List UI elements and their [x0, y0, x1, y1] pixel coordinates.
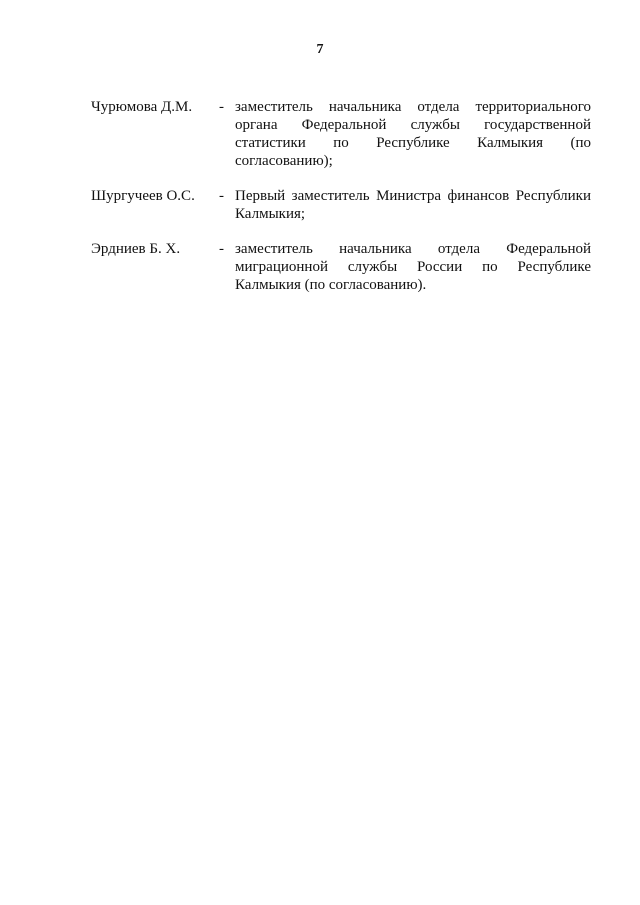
description-line: согласованию);	[235, 153, 333, 169]
entry-shurgucheev	[91, 187, 591, 223]
entry-description	[235, 98, 591, 170]
entry-dash: -	[219, 241, 224, 257]
entry-dash: -	[219, 188, 224, 204]
entry-name: Чурюмова Д.М.	[91, 99, 193, 115]
entry-churyumova	[91, 98, 591, 170]
page-number: 7	[316, 42, 324, 57]
description-line: Первый заместитель Министра финансов Республики	[235, 188, 591, 204]
entry-erdniev	[91, 240, 591, 294]
entries-list	[91, 98, 591, 311]
description-line: заместитель начальника отдела Федеральной	[235, 241, 591, 257]
entry-description	[235, 240, 591, 294]
entry-description	[235, 187, 591, 223]
entry-dash: -	[219, 99, 224, 115]
description-line: Калмыкия (по согласованию).	[235, 277, 427, 293]
entry-name: Шургучеев О.С.	[91, 188, 195, 204]
description-line: миграционной службы России по Республике	[235, 259, 591, 275]
description-line: статистики по Республике Калмыкия (по	[235, 135, 591, 151]
description-line: заместитель начальника отдела территориального	[235, 99, 591, 115]
description-line: Калмыкия;	[235, 206, 306, 222]
entry-name: Эрдниев Б. Х.	[91, 241, 181, 257]
description-line: органа Федеральной службы государственной	[235, 117, 591, 133]
